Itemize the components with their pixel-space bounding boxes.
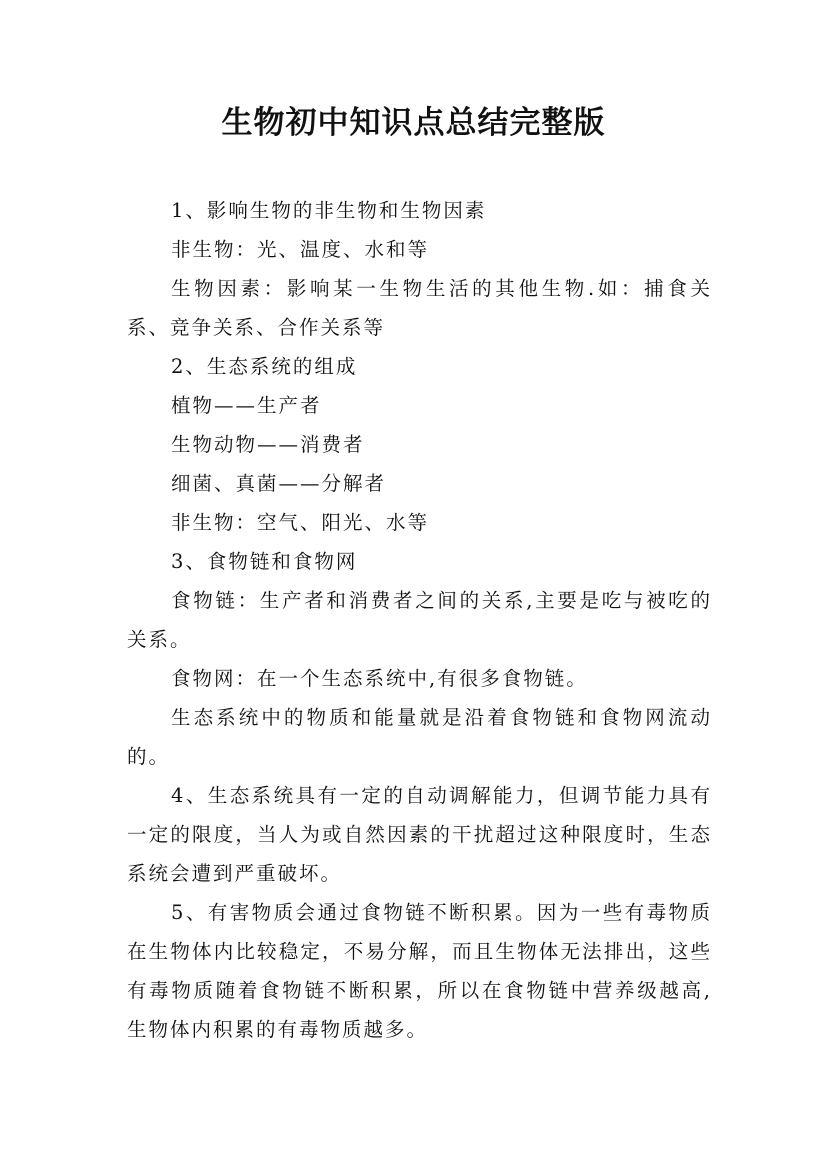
paragraph-producers: 植物——生产者 <box>171 394 322 417</box>
document-body <box>127 191 712 1049</box>
paragraph-nonliving: 非生物：空气、阳光、水等 <box>171 511 430 534</box>
paragraph-2-heading: 2、生态系统的组成 <box>171 355 358 378</box>
paragraph-food-chain: 食物链：生产者和消费者之间的关系,主要是吃与被吃的关系。 <box>127 589 712 651</box>
paragraph-food-web: 食物网：在一个生态系统中,有很多食物链。 <box>171 667 588 690</box>
paragraph-1-heading: 1、影响生物的非生物和生物因素 <box>171 199 487 222</box>
paragraph-4-self-regulation: 4、生态系统具有一定的自动调解能力，但调节能力具有一定的限度，当人为或自然因素的干扰超过这种限度时，生态系统会遭到严重破坏。 <box>127 784 712 885</box>
document-title: 生物初中知识点总结完整版 <box>221 105 606 141</box>
paragraph-biotic-factors: 生物因素：影响某一生物生活的其他生物.如：捕食关系、竞争关系、合作关系等 <box>127 277 712 339</box>
paragraph-consumers: 生物动物——消费者 <box>171 433 365 456</box>
paragraph-3-heading: 3、食物链和食物网 <box>171 550 358 573</box>
paragraph-energy-flow: 生态系统中的物质和能量就是沿着食物链和食物网流动的。 <box>127 706 712 768</box>
paragraph-5-bioaccumulation: 5、有害物质会通过食物链不断积累。因为一些有毒物质在生物体内比较稳定，不易分解，而且生物体无法排出，这些有毒物质随着食物链不断积累，所以在食物链中营养级越高,生物体内积累的有毒物质越多。 <box>127 901 712 1041</box>
paragraph-abiotic-factors: 非生物：光、温度、水和等 <box>171 238 430 261</box>
paragraph-decomposers: 细菌、真菌——分解者 <box>171 472 387 495</box>
